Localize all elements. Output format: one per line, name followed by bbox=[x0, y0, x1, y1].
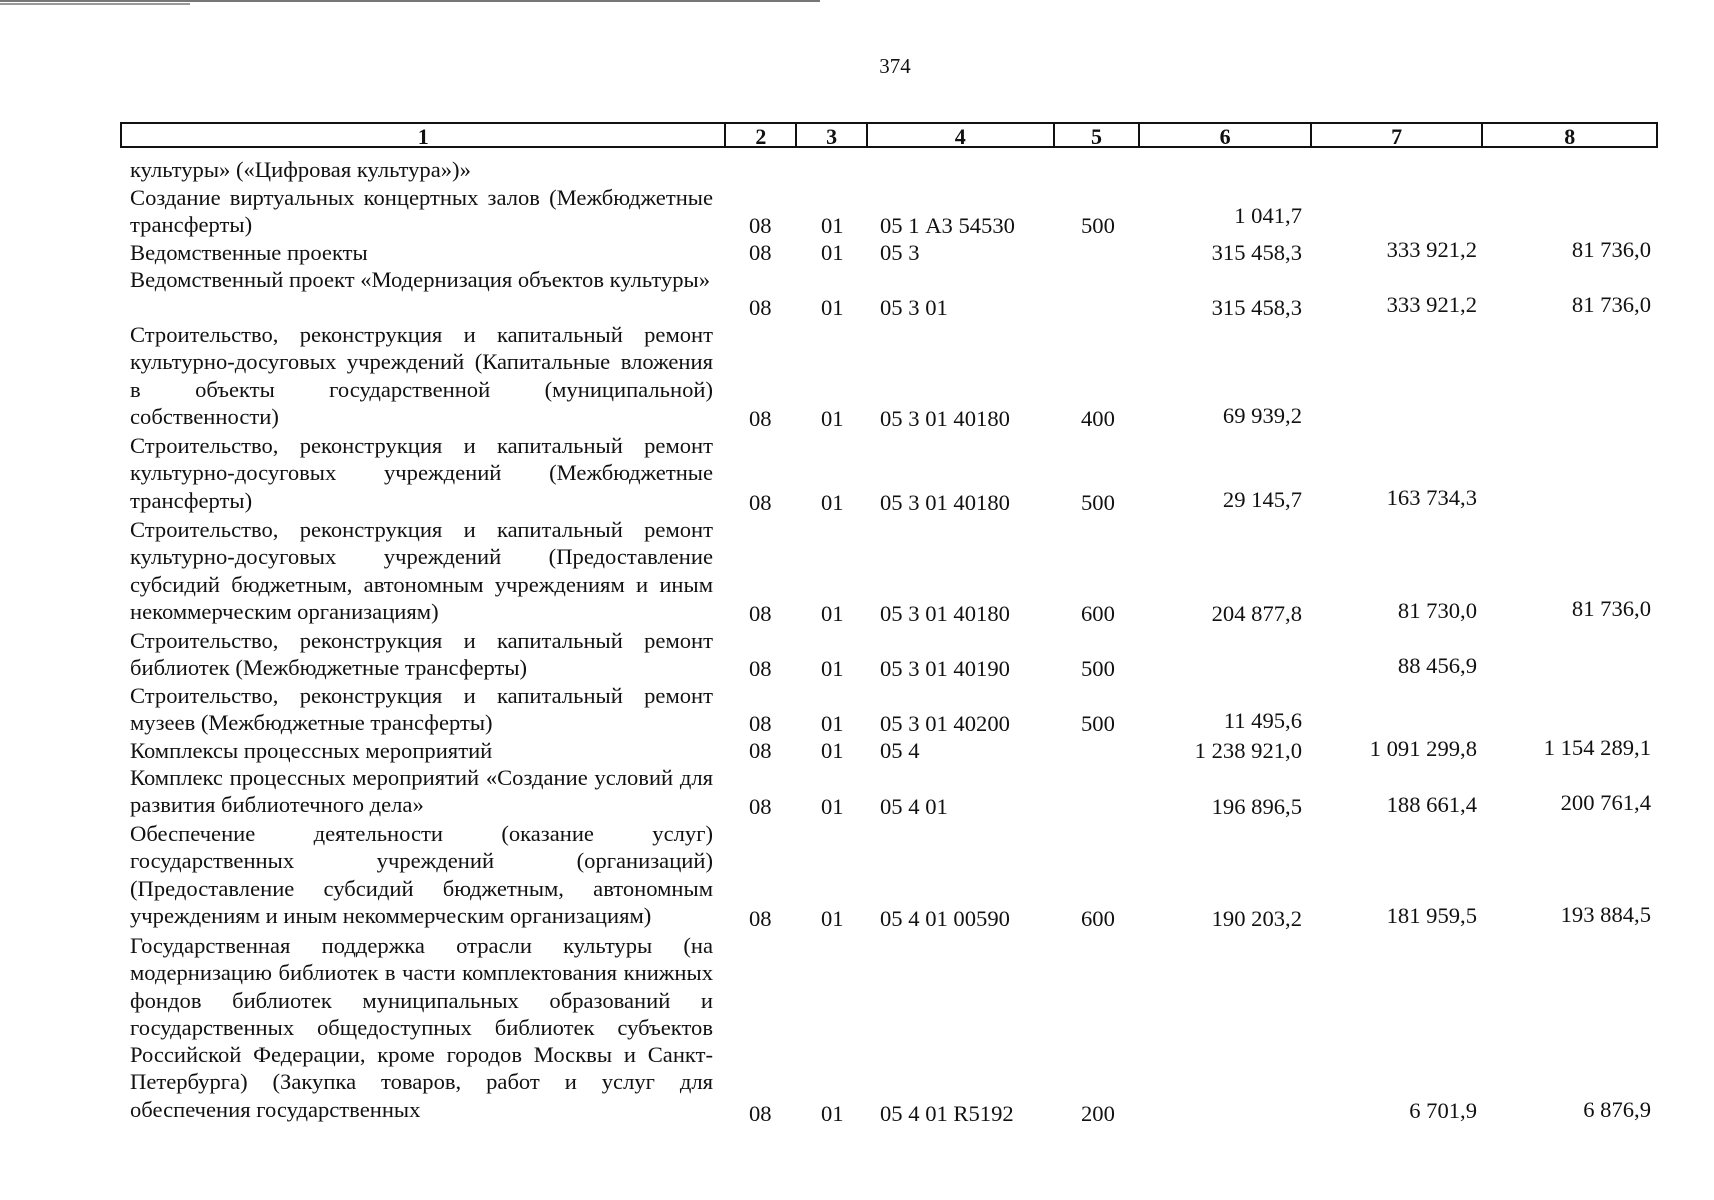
amount-col7: 81 730,0 bbox=[1397, 598, 1477, 623]
amount-col6: 315 458,3 bbox=[1211, 240, 1302, 265]
section-code: 08 bbox=[749, 240, 772, 265]
table-row bbox=[0, 239, 1714, 266]
subsection-code: 01 bbox=[821, 711, 844, 736]
amount-col6: 29 145,7 bbox=[1222, 487, 1302, 512]
table-row bbox=[0, 321, 1714, 432]
amount-col6: 11 495,6 bbox=[1223, 708, 1302, 733]
table-row bbox=[0, 184, 1714, 239]
table-row bbox=[0, 266, 1714, 321]
header-cell: 7 bbox=[1312, 124, 1484, 146]
section-code: 08 bbox=[749, 711, 772, 736]
row-description: Строительство, реконструкция и капитальный ремонт культурно-досуговых учреждений (Капитальные вложения в объекты государственной (муниципальной) собственности) bbox=[130, 322, 713, 429]
section-code: 08 bbox=[749, 1101, 772, 1126]
subsection-code: 01 bbox=[821, 490, 844, 515]
expense-type-code: 500 bbox=[1081, 490, 1115, 515]
row-description: Создание виртуальных концертных залов (Межбюджетные трансферты) bbox=[130, 185, 713, 238]
subsection-code: 01 bbox=[821, 406, 844, 431]
row-description: Строительство, реконструкция и капитальный ремонт культурно-досуговых учреждений (Межбюджетные трансферты) bbox=[130, 433, 713, 513]
subsection-code: 01 bbox=[821, 656, 844, 681]
amount-col6: 315 458,3 bbox=[1211, 295, 1302, 320]
section-code: 08 bbox=[749, 406, 772, 431]
amount-col7: 188 661,4 bbox=[1386, 792, 1477, 817]
target-item-code: 05 4 bbox=[880, 738, 920, 763]
subsection-code: 01 bbox=[821, 794, 844, 819]
amount-col6: 204 877,8 bbox=[1211, 601, 1302, 626]
expense-type-code: 500 bbox=[1081, 711, 1115, 736]
header-cell: 4 bbox=[868, 124, 1055, 146]
subsection-code: 01 bbox=[821, 213, 844, 238]
target-item-code: 05 4 01 R5192 bbox=[880, 1101, 1014, 1126]
target-item-code: 05 1 А3 54530 bbox=[880, 213, 1015, 238]
subsection-code: 01 bbox=[821, 1101, 844, 1126]
target-item-code: 05 3 01 bbox=[880, 295, 948, 320]
row-description: Обеспечение деятельности (оказание услуг) государственных учреждений (организаций) (Предоставление субсидий бюджетным, автономным учреждениям и иным некоммерческим организациям) bbox=[130, 821, 713, 928]
table-row bbox=[0, 764, 1714, 820]
row-description: Ведомственный проект «Модернизация объектов культуры» bbox=[130, 267, 711, 292]
section-code: 08 bbox=[749, 490, 772, 515]
target-item-code: 05 3 01 40180 bbox=[880, 490, 1010, 515]
subsection-code: 01 bbox=[821, 240, 844, 265]
section-code: 08 bbox=[749, 656, 772, 681]
expense-type-code: 600 bbox=[1081, 906, 1115, 931]
section-code: 08 bbox=[749, 295, 772, 320]
amount-col8: 81 736,0 bbox=[1571, 237, 1651, 262]
table-row bbox=[0, 627, 1714, 682]
row-description: культуры» («Цифровая культура»)» bbox=[130, 157, 471, 182]
target-item-code: 05 3 01 40200 bbox=[880, 711, 1010, 736]
page-number: 374 bbox=[879, 54, 911, 78]
amount-col6: 69 939,2 bbox=[1222, 403, 1302, 428]
scan-edge-line bbox=[0, 3, 190, 5]
expense-type-code: 200 bbox=[1081, 1101, 1115, 1126]
table-row bbox=[0, 432, 1714, 516]
amount-col7: 333 921,2 bbox=[1386, 237, 1477, 262]
target-item-code: 05 4 01 00590 bbox=[880, 906, 1010, 931]
amount-col8: 81 736,0 bbox=[1571, 292, 1651, 317]
section-code: 08 bbox=[749, 213, 772, 238]
table-row bbox=[0, 516, 1714, 627]
amount-col7: 6 701,9 bbox=[1409, 1098, 1477, 1123]
table-row bbox=[0, 737, 1714, 764]
header-cell: 6 bbox=[1140, 124, 1312, 146]
amount-col6: 196 896,5 bbox=[1211, 794, 1302, 819]
section-code: 08 bbox=[749, 794, 772, 819]
header-cell: 5 bbox=[1055, 124, 1141, 146]
amount-col6: 190 203,2 bbox=[1211, 906, 1302, 931]
expense-type-code: 500 bbox=[1081, 213, 1115, 238]
amount-col7: 181 959,5 bbox=[1386, 903, 1477, 928]
row-description: Ведомственные проекты bbox=[130, 240, 368, 265]
row-description: Государственная поддержка отрасли культуры (на модернизацию библиотек в части комплектования книжных фондов библиотек муниципальных образований и государственных общедоступных библиотек субъектов Российской Федерации, кроме городов Москвы и Санкт-Петербурга) (Закупка товаров, работ и услуг для обеспечения государственных bbox=[130, 933, 713, 1122]
row-description: Строительство, реконструкция и капитальный ремонт библиотек (Межбюджетные трансферты) bbox=[130, 628, 713, 681]
expense-type-code: 400 bbox=[1081, 406, 1115, 431]
table-row bbox=[0, 156, 1714, 184]
row-description: Комплексы процессных мероприятий bbox=[130, 738, 493, 763]
row-description: Строительство, реконструкция и капитальный ремонт музеев (Межбюджетные трансферты) bbox=[130, 683, 713, 736]
amount-col7: 1 091 299,8 bbox=[1369, 736, 1477, 761]
amount-col8: 81 736,0 bbox=[1571, 596, 1651, 621]
table-row bbox=[0, 682, 1714, 737]
target-item-code: 05 4 01 bbox=[880, 794, 948, 819]
header-cell: 8 bbox=[1564, 124, 1576, 149]
header-cell: 2 bbox=[726, 124, 797, 146]
table-row bbox=[0, 932, 1714, 1127]
expense-type-code: 500 bbox=[1081, 656, 1115, 681]
scan-edge-line bbox=[0, 0, 820, 2]
header-cell: 1 bbox=[122, 124, 726, 146]
section-code: 08 bbox=[749, 601, 772, 626]
amount-col8: 200 761,4 bbox=[1560, 790, 1651, 815]
table-row bbox=[0, 820, 1714, 932]
table-header bbox=[120, 122, 1658, 148]
target-item-code: 05 3 01 40190 bbox=[880, 656, 1010, 681]
target-item-code: 05 3 bbox=[880, 240, 920, 265]
row-description: Строительство, реконструкция и капитальный ремонт культурно-досуговых учреждений (Предоставление субсидий бюджетным, автономным учреждениям и иным некоммерческим организациям) bbox=[130, 517, 713, 624]
amount-col8: 6 876,9 bbox=[1583, 1097, 1651, 1122]
subsection-code: 01 bbox=[821, 601, 844, 626]
section-code: 08 bbox=[749, 738, 772, 763]
amount-col8: 1 154 289,1 bbox=[1543, 735, 1651, 760]
amount-col7: 333 921,2 bbox=[1386, 292, 1477, 317]
subsection-code: 01 bbox=[821, 295, 844, 320]
target-item-code: 05 3 01 40180 bbox=[880, 601, 1010, 626]
amount-col8: 193 884,5 bbox=[1560, 902, 1651, 927]
amount-col7: 163 734,3 bbox=[1386, 485, 1477, 510]
expense-type-code: 600 bbox=[1081, 601, 1115, 626]
target-item-code: 05 3 01 40180 bbox=[880, 406, 1010, 431]
amount-col6: 1 041,7 bbox=[1234, 203, 1302, 228]
section-code: 08 bbox=[749, 906, 772, 931]
subsection-code: 01 bbox=[821, 738, 844, 763]
amount-col6: 1 238 921,0 bbox=[1194, 738, 1302, 763]
row-description: Комплекс процессных мероприятий «Создание условий для развития библиотечного дела» bbox=[130, 765, 713, 818]
amount-col7: 88 456,9 bbox=[1397, 653, 1477, 678]
header-cell: 3 bbox=[797, 124, 868, 146]
subsection-code: 01 bbox=[821, 906, 844, 931]
